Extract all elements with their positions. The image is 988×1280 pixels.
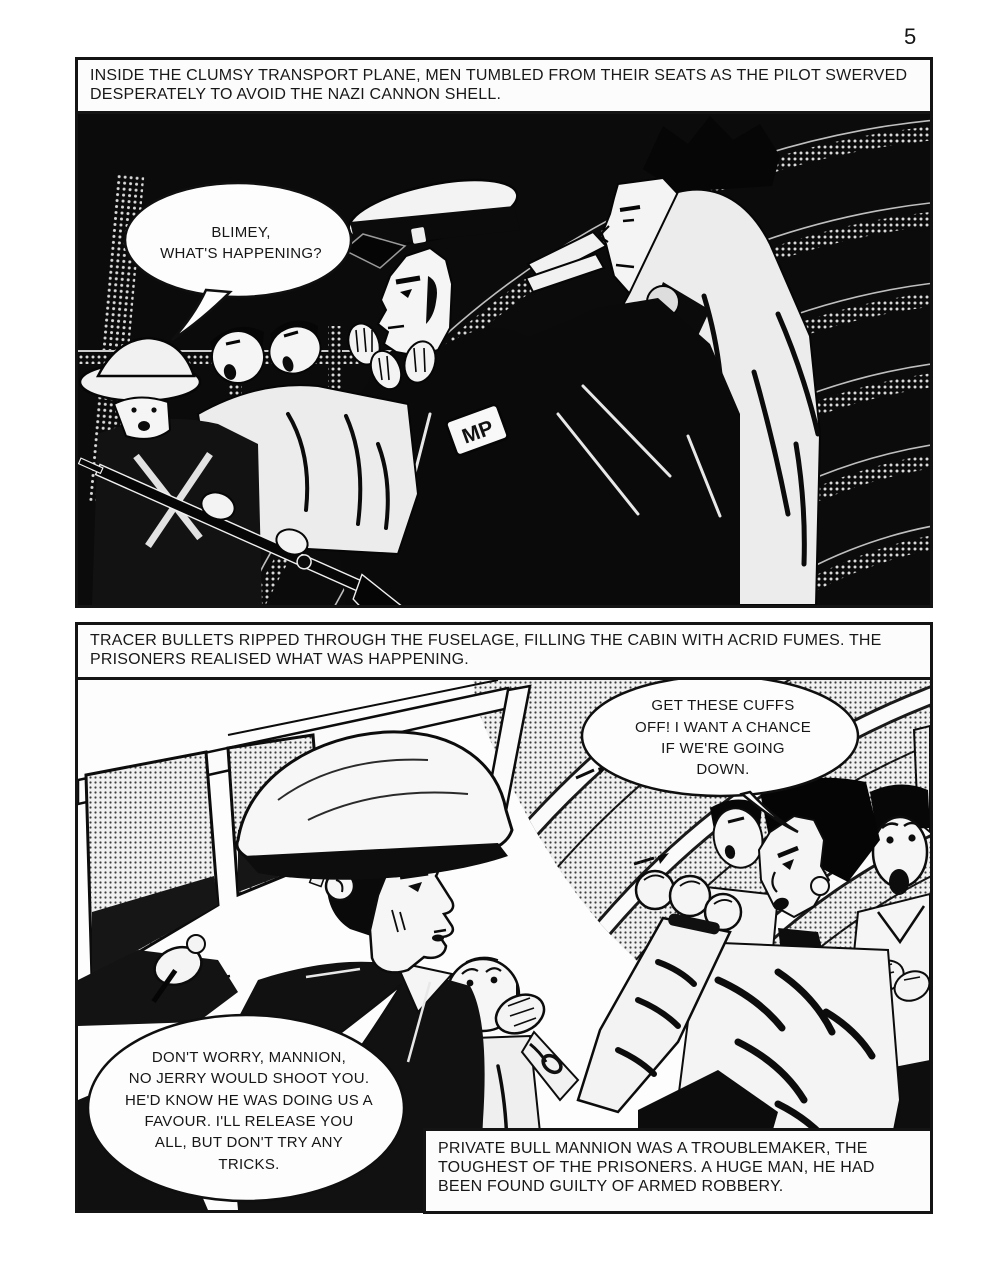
panel2-caption-box xyxy=(75,622,933,680)
panel1-caption-text: INSIDE THE CLUMSY TRANSPORT PLANE, MEN TUMBLED FROM THEIR SEATS AS THE PILOT SWERVED DESPERATELY TO AVOID THE NAZI CANNON SHELL. xyxy=(90,67,908,103)
speech-line: OFF! I WANT A CHANCE xyxy=(634,718,812,736)
speech-line: GET THESE CUFFS xyxy=(651,697,795,715)
mp-armband-text: MP xyxy=(459,416,497,449)
page-number: 5 xyxy=(904,24,918,49)
speech-line: BLIMEY, xyxy=(211,223,271,241)
mannion-caption-text: PRIVATE BULL MANNION WAS A TROUBLEMAKER, THE TOUGHEST OF THE PRISONERS. A HUGE MAN, HE HAD BEEN FOUND GUILTY OF ARMED ROBBERY. xyxy=(438,1140,875,1195)
speech-line: IF WE'RE GOING xyxy=(661,740,785,757)
speech-line: ALL, BUT DON'T TRY ANY xyxy=(154,1134,344,1152)
speech-line: TRICKS. xyxy=(218,1155,280,1173)
speech-bubble-dont-worry xyxy=(91,1019,407,1203)
speech-line: WHAT'S HAPPENING? xyxy=(160,245,322,262)
speech-line: NO JERRY WOULD SHOOT YOU. xyxy=(128,1070,370,1088)
speech-bubble-cuffs xyxy=(585,682,861,794)
speech-line: DON'T WORRY, MANNION, xyxy=(151,1049,347,1067)
speech-line: DOWN. xyxy=(696,761,750,779)
speech-line: FAVOUR. I'LL RELEASE YOU xyxy=(144,1113,354,1130)
panel1-caption-box xyxy=(75,57,933,114)
mannion-caption-box xyxy=(423,1128,933,1214)
speech-line: HE'D KNOW HE WAS DOING US A xyxy=(125,1091,373,1109)
panel2-caption-text: TRACER BULLETS RIPPED THROUGH THE FUSELAGE, FILLING THE CABIN WITH ACRID FUMES. THE PRISONERS REALISED WHAT WAS HAPPENING. xyxy=(90,632,882,668)
panel1-artwork xyxy=(75,111,933,608)
speech-bubble-blimey xyxy=(128,186,354,300)
